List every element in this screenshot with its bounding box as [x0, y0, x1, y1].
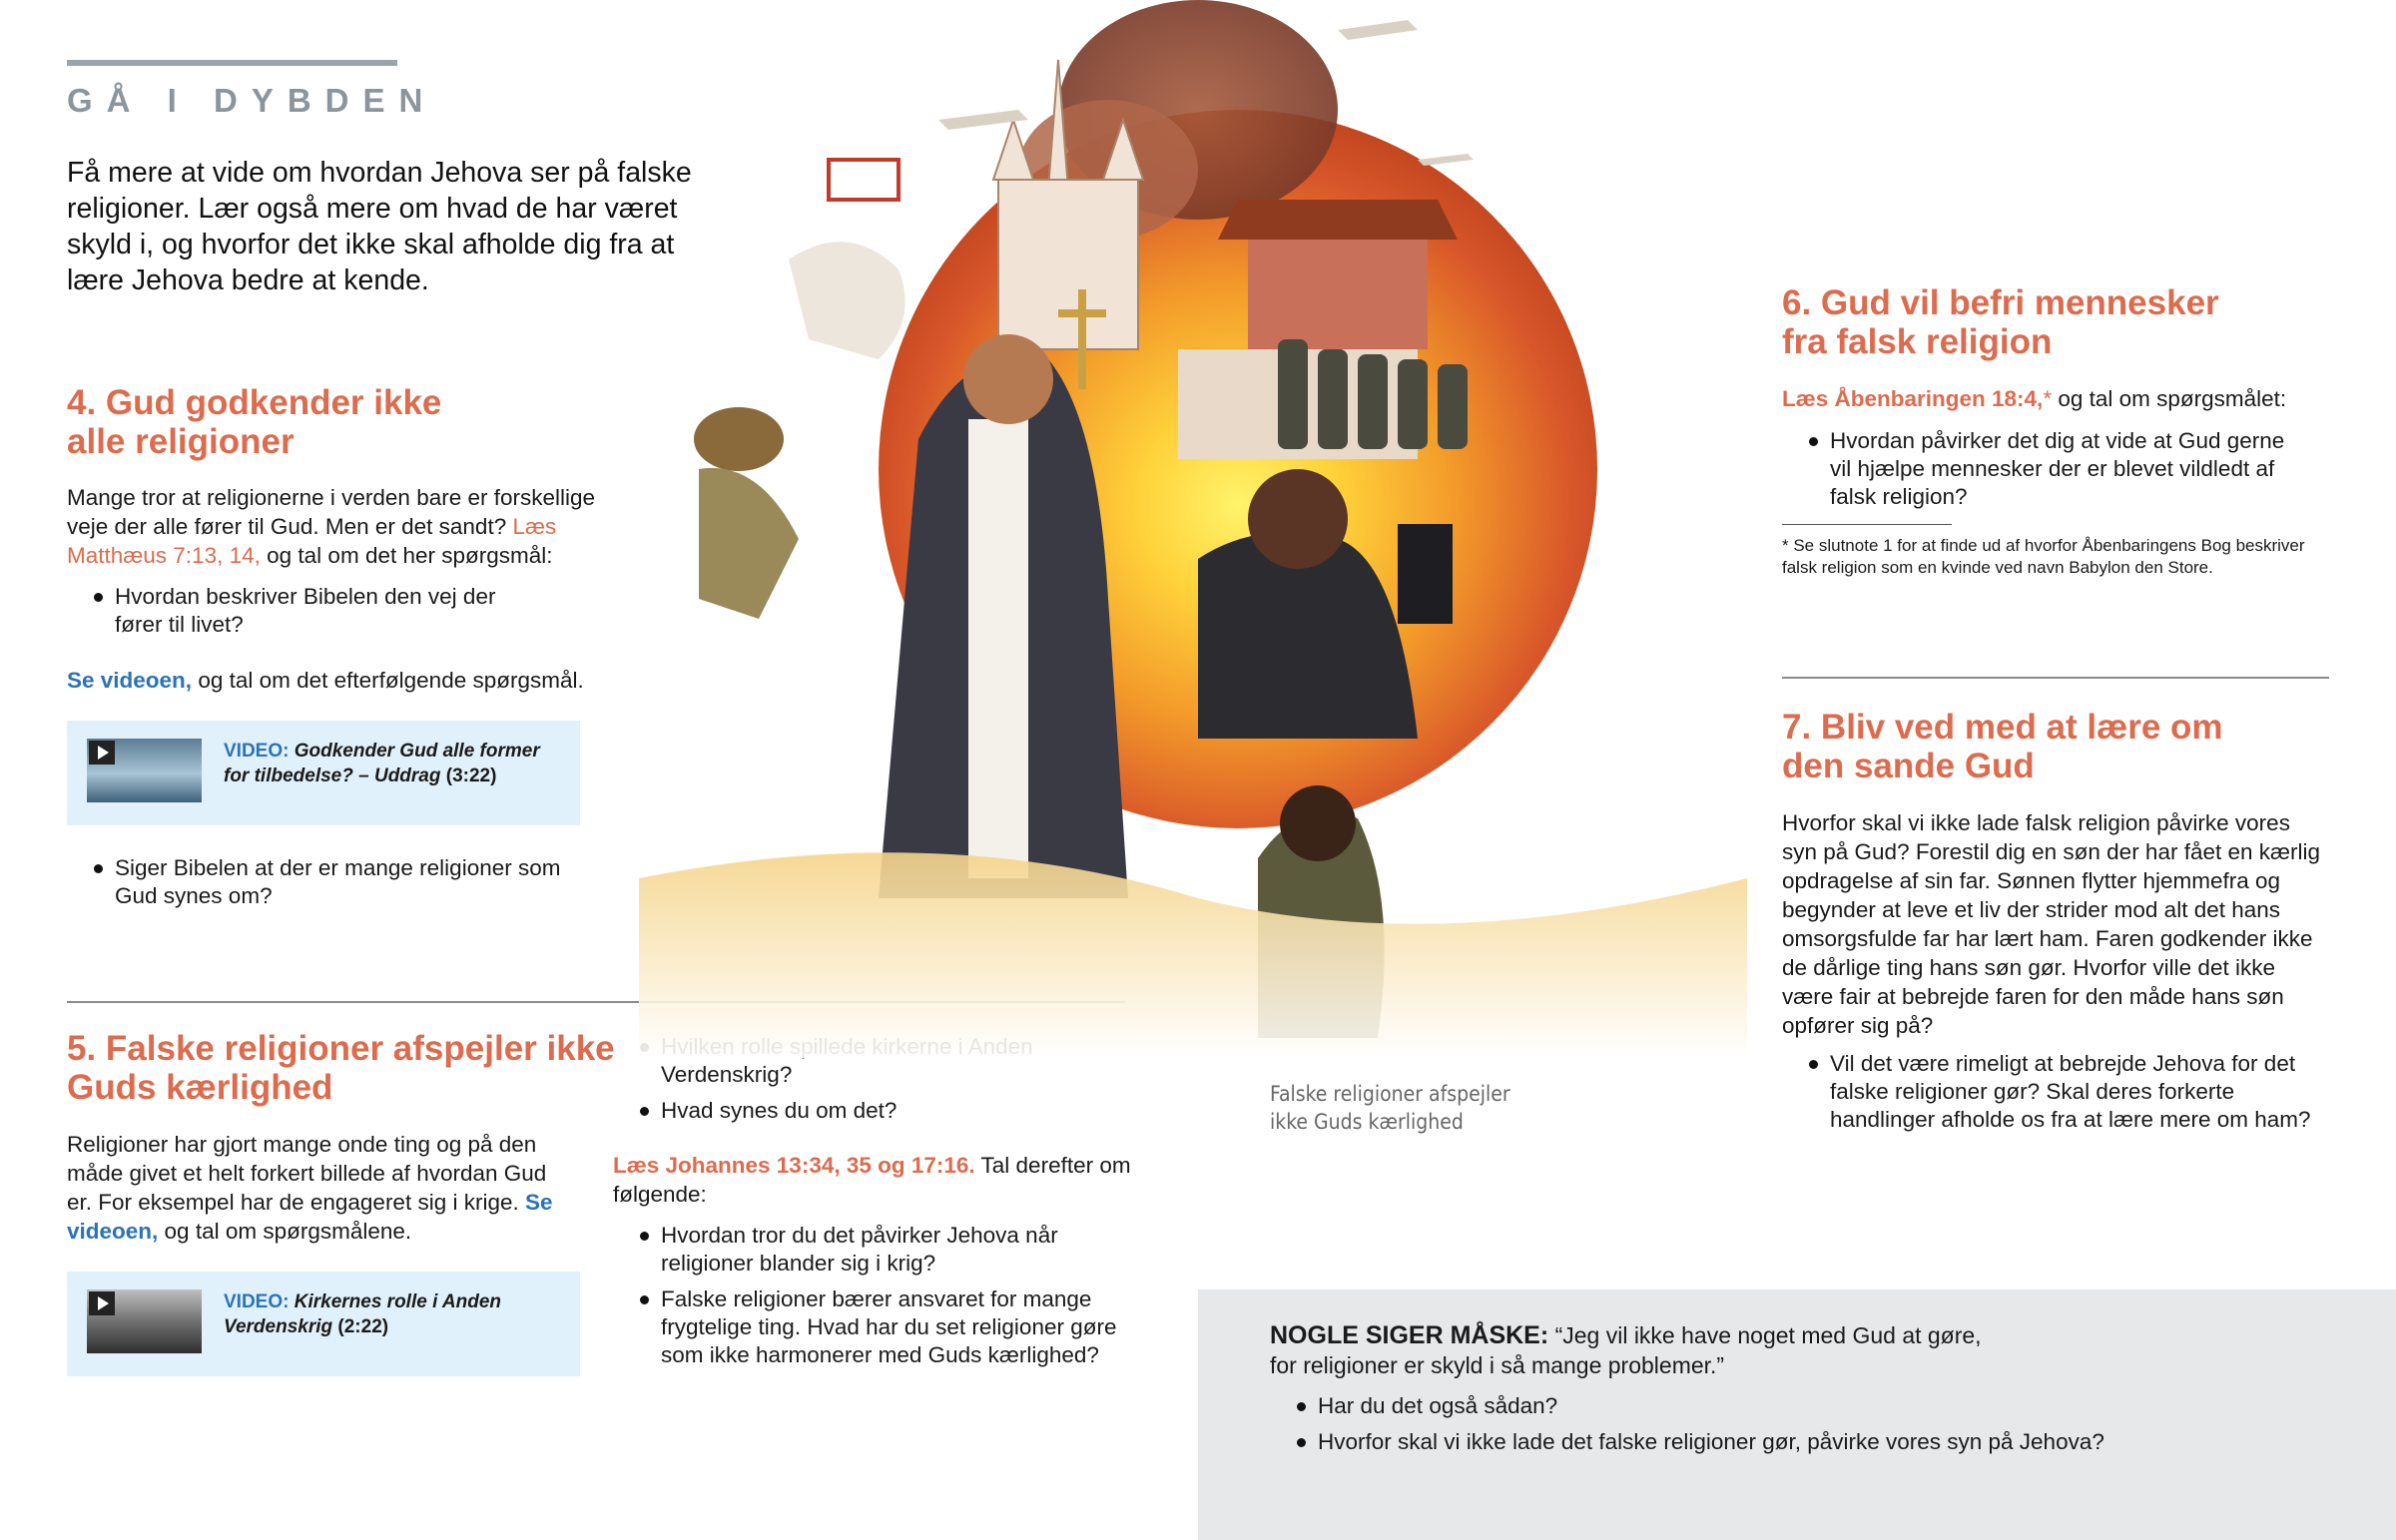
footnote: * Se slutnote 1 for at finde ud af hvorfor Åbenbaringens Bog beskriver falsk religion som en kvinde ved navn Babylon den Store.	[1782, 536, 2305, 577]
video-duration: (2:22)	[337, 1316, 389, 1337]
section-divider	[1782, 677, 2329, 679]
footnote-marker[interactable]: *	[2043, 386, 2053, 411]
knight-on-horse	[789, 160, 905, 359]
intro-text: Få mere at vide om hvordan Jehova ser på falske religioner. Lær også mere om hvad de har været skyld i, og hvorfor det ikke skal afholde dig fra at lære Jehova bedre at kende.	[67, 157, 692, 296]
bible-reference-link[interactable]: Læs Matthæus 7:13, 14,	[67, 514, 557, 568]
section4-body-text: Mange tror at religionerne i verden bare er forskellige veje der alle fører til Gud. Men er det sandt?	[67, 485, 596, 539]
list-item: Hvad synes du om det?	[613, 1097, 1132, 1125]
list-item: Hvordan tror du det påvirker Jehova når religioner blander sig i krig?	[613, 1222, 1132, 1278]
illustration-religious-war	[639, 0, 1747, 1058]
helmet-soldier	[694, 407, 799, 619]
list-item: Hvorfor skal vi ikke lade det falske religioner gør, påvirke vores syn på Jehova?	[1270, 1428, 2368, 1456]
section5-question-list-b	[613, 1222, 1132, 1377]
list-item: Siger Bibelen at der er mange religioner som Gud synes om?	[67, 854, 586, 910]
video-title	[224, 739, 553, 788]
video-title	[224, 1289, 553, 1339]
see-video-link[interactable]: Se videoen,	[67, 1190, 553, 1244]
section7-question-list	[1782, 1050, 2326, 1142]
section5-heading-line1: 5. Falske religioner afspejler ikke	[67, 1029, 615, 1068]
some-say-question-list	[1270, 1392, 2368, 1464]
header-rule	[67, 60, 397, 66]
list-item: Hvordan beskriver Bibelen den vej der fører til livet?	[67, 583, 506, 639]
section4-question-list-2	[67, 854, 586, 918]
video-label: VIDEO:	[224, 741, 290, 762]
video-instruction-text: og tal om det efterfølgende spørgsmål.	[198, 668, 584, 693]
footnote-rule	[1782, 524, 1952, 525]
section5-heading-line2: Guds kærlighed	[67, 1068, 333, 1107]
section5-body-text: Religioner har gjort mange onde ting og på den måde givet et helt forkert billede af hvordan Gud er. For eksempel har de engageret sig i krige.	[67, 1132, 547, 1215]
video-card-1[interactable]	[67, 721, 580, 825]
section6-heading-line2: fra falsk religion	[1782, 322, 2053, 361]
section7-heading-line1: 7. Bliv ved med at lære om	[1782, 708, 2223, 747]
video-label: VIDEO:	[224, 1291, 290, 1312]
video-title-text: Godkender Gud alle former for tilbedelse? – Uddrag	[224, 741, 540, 786]
bible-reference-link[interactable]: Læs Johannes 13:34, 35 og 17:16.	[613, 1153, 975, 1178]
section4-body-post: og tal om det her spørgsmål:	[267, 543, 553, 568]
section7-heading-line2: den sande Gud	[1782, 747, 2035, 785]
list-item: Har du det også sådan?	[1270, 1392, 2368, 1420]
section4-heading	[67, 383, 666, 461]
read-instruction-text: og tal om spørgsmålet:	[2058, 386, 2287, 411]
section5-read-instruction	[613, 1151, 1132, 1209]
list-item: Hvordan påvirker det dig at vide at Gud gerne vil hjælpe mennesker der er blevet vildledt af falsk religion?	[1782, 427, 2311, 511]
section-title: GÅ I DYBDEN	[67, 82, 437, 119]
section5-body	[67, 1130, 576, 1246]
some-say-quote-line1: “Jeg vil ikke have noget med Gud at gøre,	[1554, 1322, 1982, 1348]
see-video-link[interactable]: Se videoen,	[67, 668, 193, 693]
video-thumbnail[interactable]	[87, 739, 202, 802]
section7-body: Hvorfor skal vi ikke lade falsk religion påvirke vores syn på Gud? Forestil dig en søn der har fået en kærlig opdragelse af sin far. Sønnen flytter hjemmefra og begynder at leve et liv der strider mod alt det hans omsorgsfulde far har lært ham. Faren godkender ikke de dårlige ting hans søn gør. Hvorfor ville det ikke være fair at bebrejde faren for den måde hans søn opfører sig på?	[1782, 810, 2321, 1038]
section6-heading	[1782, 283, 2341, 361]
section4-video-instruction	[67, 666, 706, 695]
section4-heading-line1: 4. Gud godkender ikke	[67, 383, 442, 422]
list-item: Falske religioner bærer ansvaret for mange frygtelige ting. Hvad har du set religioner gøre som ikke harmonerer med Guds kærlighed?	[613, 1285, 1132, 1369]
caption-line2: ikke Guds kærlighed	[1270, 1110, 1464, 1134]
bible-reference-link[interactable]: Læs Åbenbaringen 18:4,	[1782, 386, 2044, 411]
read-instruction-text: Tal derefter om følgende:	[613, 1153, 1131, 1207]
section5-heading	[67, 1029, 626, 1107]
section4-heading-line2: alle religioner	[67, 422, 295, 461]
video-instruction-text: og tal om spørgsmålene.	[164, 1219, 412, 1244]
video-thumbnail[interactable]	[87, 1289, 202, 1353]
video-duration: (3:22)	[445, 766, 497, 786]
some-say-quote	[1270, 1320, 2368, 1380]
section4-body	[67, 483, 626, 570]
caption-line1: Falske religioner afspejler	[1270, 1082, 1510, 1106]
section4-question-list	[67, 583, 506, 647]
video-card-2[interactable]	[67, 1272, 580, 1376]
section6-heading-line1: 6. Gud vil befri mennesker	[1782, 283, 2219, 322]
section6-question-list	[1782, 427, 2311, 519]
section6-read-instruction	[1782, 384, 2341, 413]
section7-heading	[1782, 708, 2341, 785]
play-icon[interactable]	[89, 741, 115, 765]
video-title-text: Kirkernes rolle i Anden Verdenskrig	[224, 1291, 502, 1337]
illustration-caption	[1270, 1080, 1569, 1136]
some-say-label: NOGLE SIGER MÅSKE:	[1270, 1321, 1549, 1349]
play-icon[interactable]	[89, 1291, 115, 1315]
some-say-quote-line2: for religioner er skyld i så mange problemer.”	[1270, 1352, 1725, 1378]
list-item: Verdenskrig?	[613, 1033, 1132, 1089]
list-item: Vil det være rimeligt at bebrejde Jehova for det falske religioner gør? Skal deres forkerte handlinger afholde os fra at lære mere om ham?	[1782, 1050, 2326, 1134]
grass-field	[639, 852, 1747, 1058]
